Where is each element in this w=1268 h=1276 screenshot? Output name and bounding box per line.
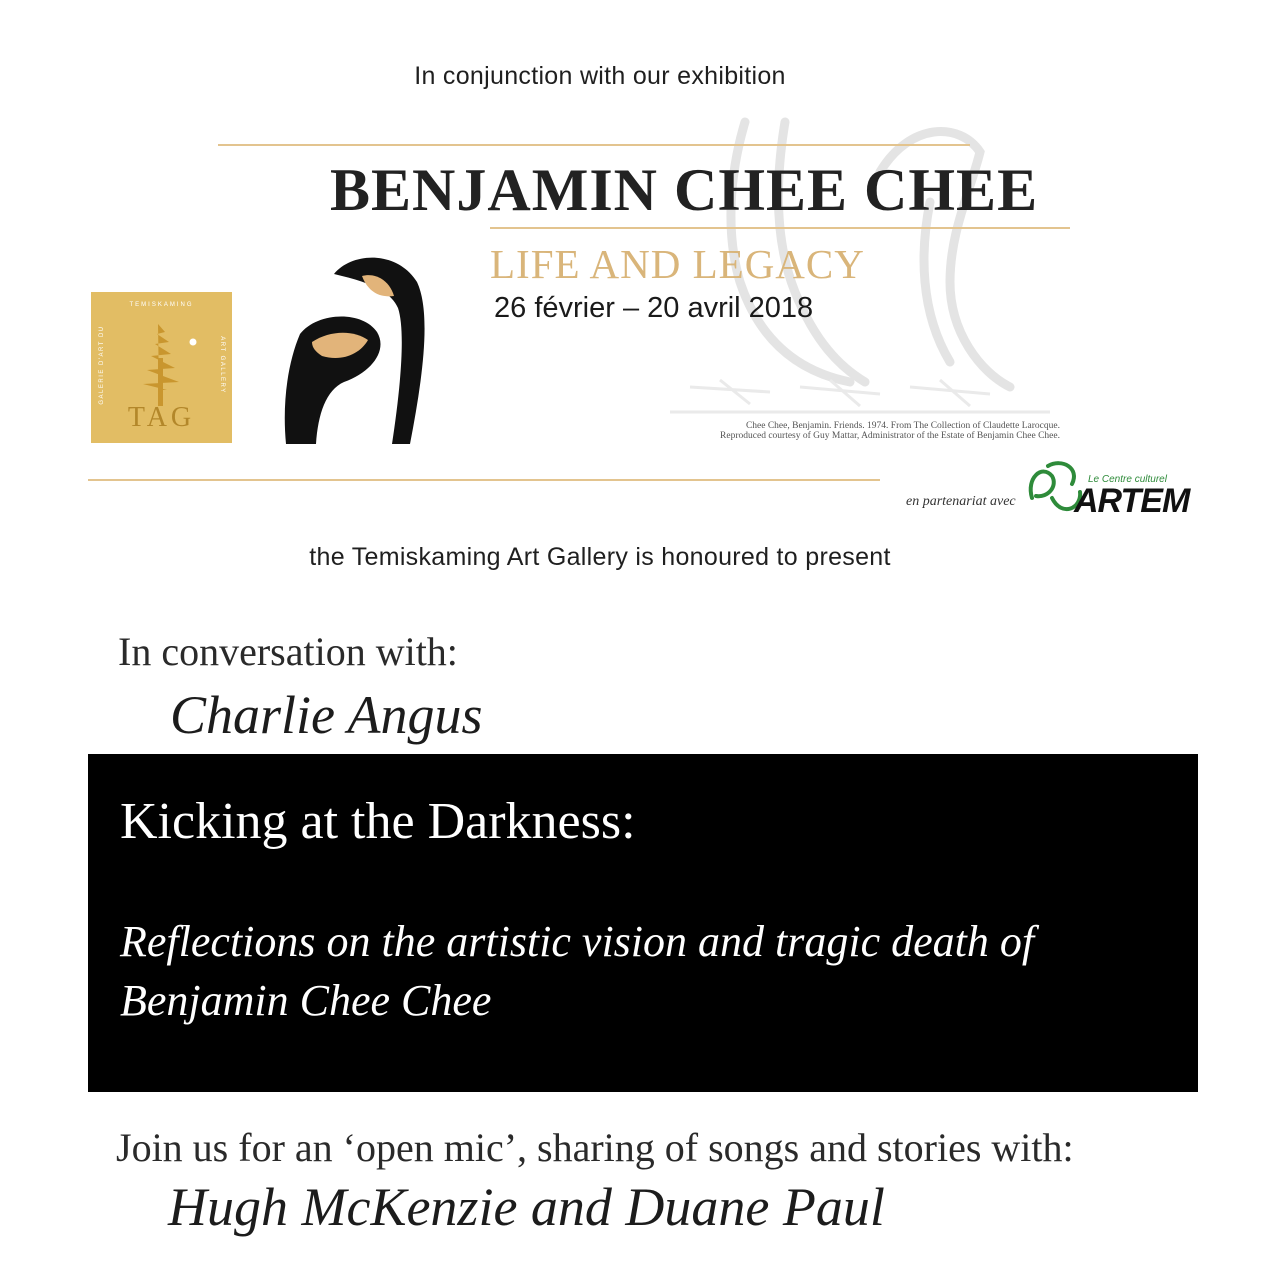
tag-logo (91, 292, 232, 443)
exhibition-title: BENJAMIN CHEE CHEE (330, 157, 1039, 223)
tag-logo-right-text: ART GALLERY (219, 336, 225, 394)
title-underline-rule (490, 227, 1070, 229)
artwork-credit (560, 421, 1060, 441)
talk-title: Kicking at the Darkness: (120, 793, 636, 850)
credit-line-1: Chee Chee, Benjamin. Friends. 1974. From The Collection of Claudette Larocque. (745, 421, 1060, 431)
credit-line-2: Reproduced courtesy of Guy Mattar, Administrator of the Estate of Benjamin Chee Chee. (720, 431, 1060, 441)
artem-logo (1022, 456, 1194, 526)
exhibition-subtitle: LIFE AND LEGACY (490, 241, 865, 287)
talk-subtitle: Reflections on the artistic vision and tragic death of Benjamin Chee Chee (120, 917, 1035, 1025)
presenter-text: the Temiskaming Art Gallery is honoured to present (309, 543, 891, 571)
speaker-name: Charlie Angus (170, 685, 483, 745)
open-mic-label: Join us for an ‘open mic’, sharing of songs and stories with: (116, 1125, 1074, 1170)
top-rule (218, 144, 970, 146)
exhibition-dates: 26 février – 20 avril 2018 (494, 292, 814, 324)
partner-text: en partenariat avec (906, 494, 1016, 509)
tag-logo-left-text: GALERIE D'ART DU (99, 325, 105, 405)
tag-logo-mark: TAG (127, 402, 196, 433)
artem-name: ARTEM (1074, 482, 1190, 520)
intro-text: In conjunction with our exhibition (414, 62, 786, 90)
geese-illustration (272, 252, 452, 448)
tag-logo-top-text: TEMISKAMING (129, 302, 194, 308)
header-bottom-rule (88, 479, 880, 481)
pine-tree-icon (113, 318, 213, 410)
conversation-label: In conversation with: (118, 629, 458, 674)
artem-tagline: Le Centre culturel (1088, 474, 1167, 485)
performers-names: Hugh McKenzie and Duane Paul (168, 1177, 885, 1237)
